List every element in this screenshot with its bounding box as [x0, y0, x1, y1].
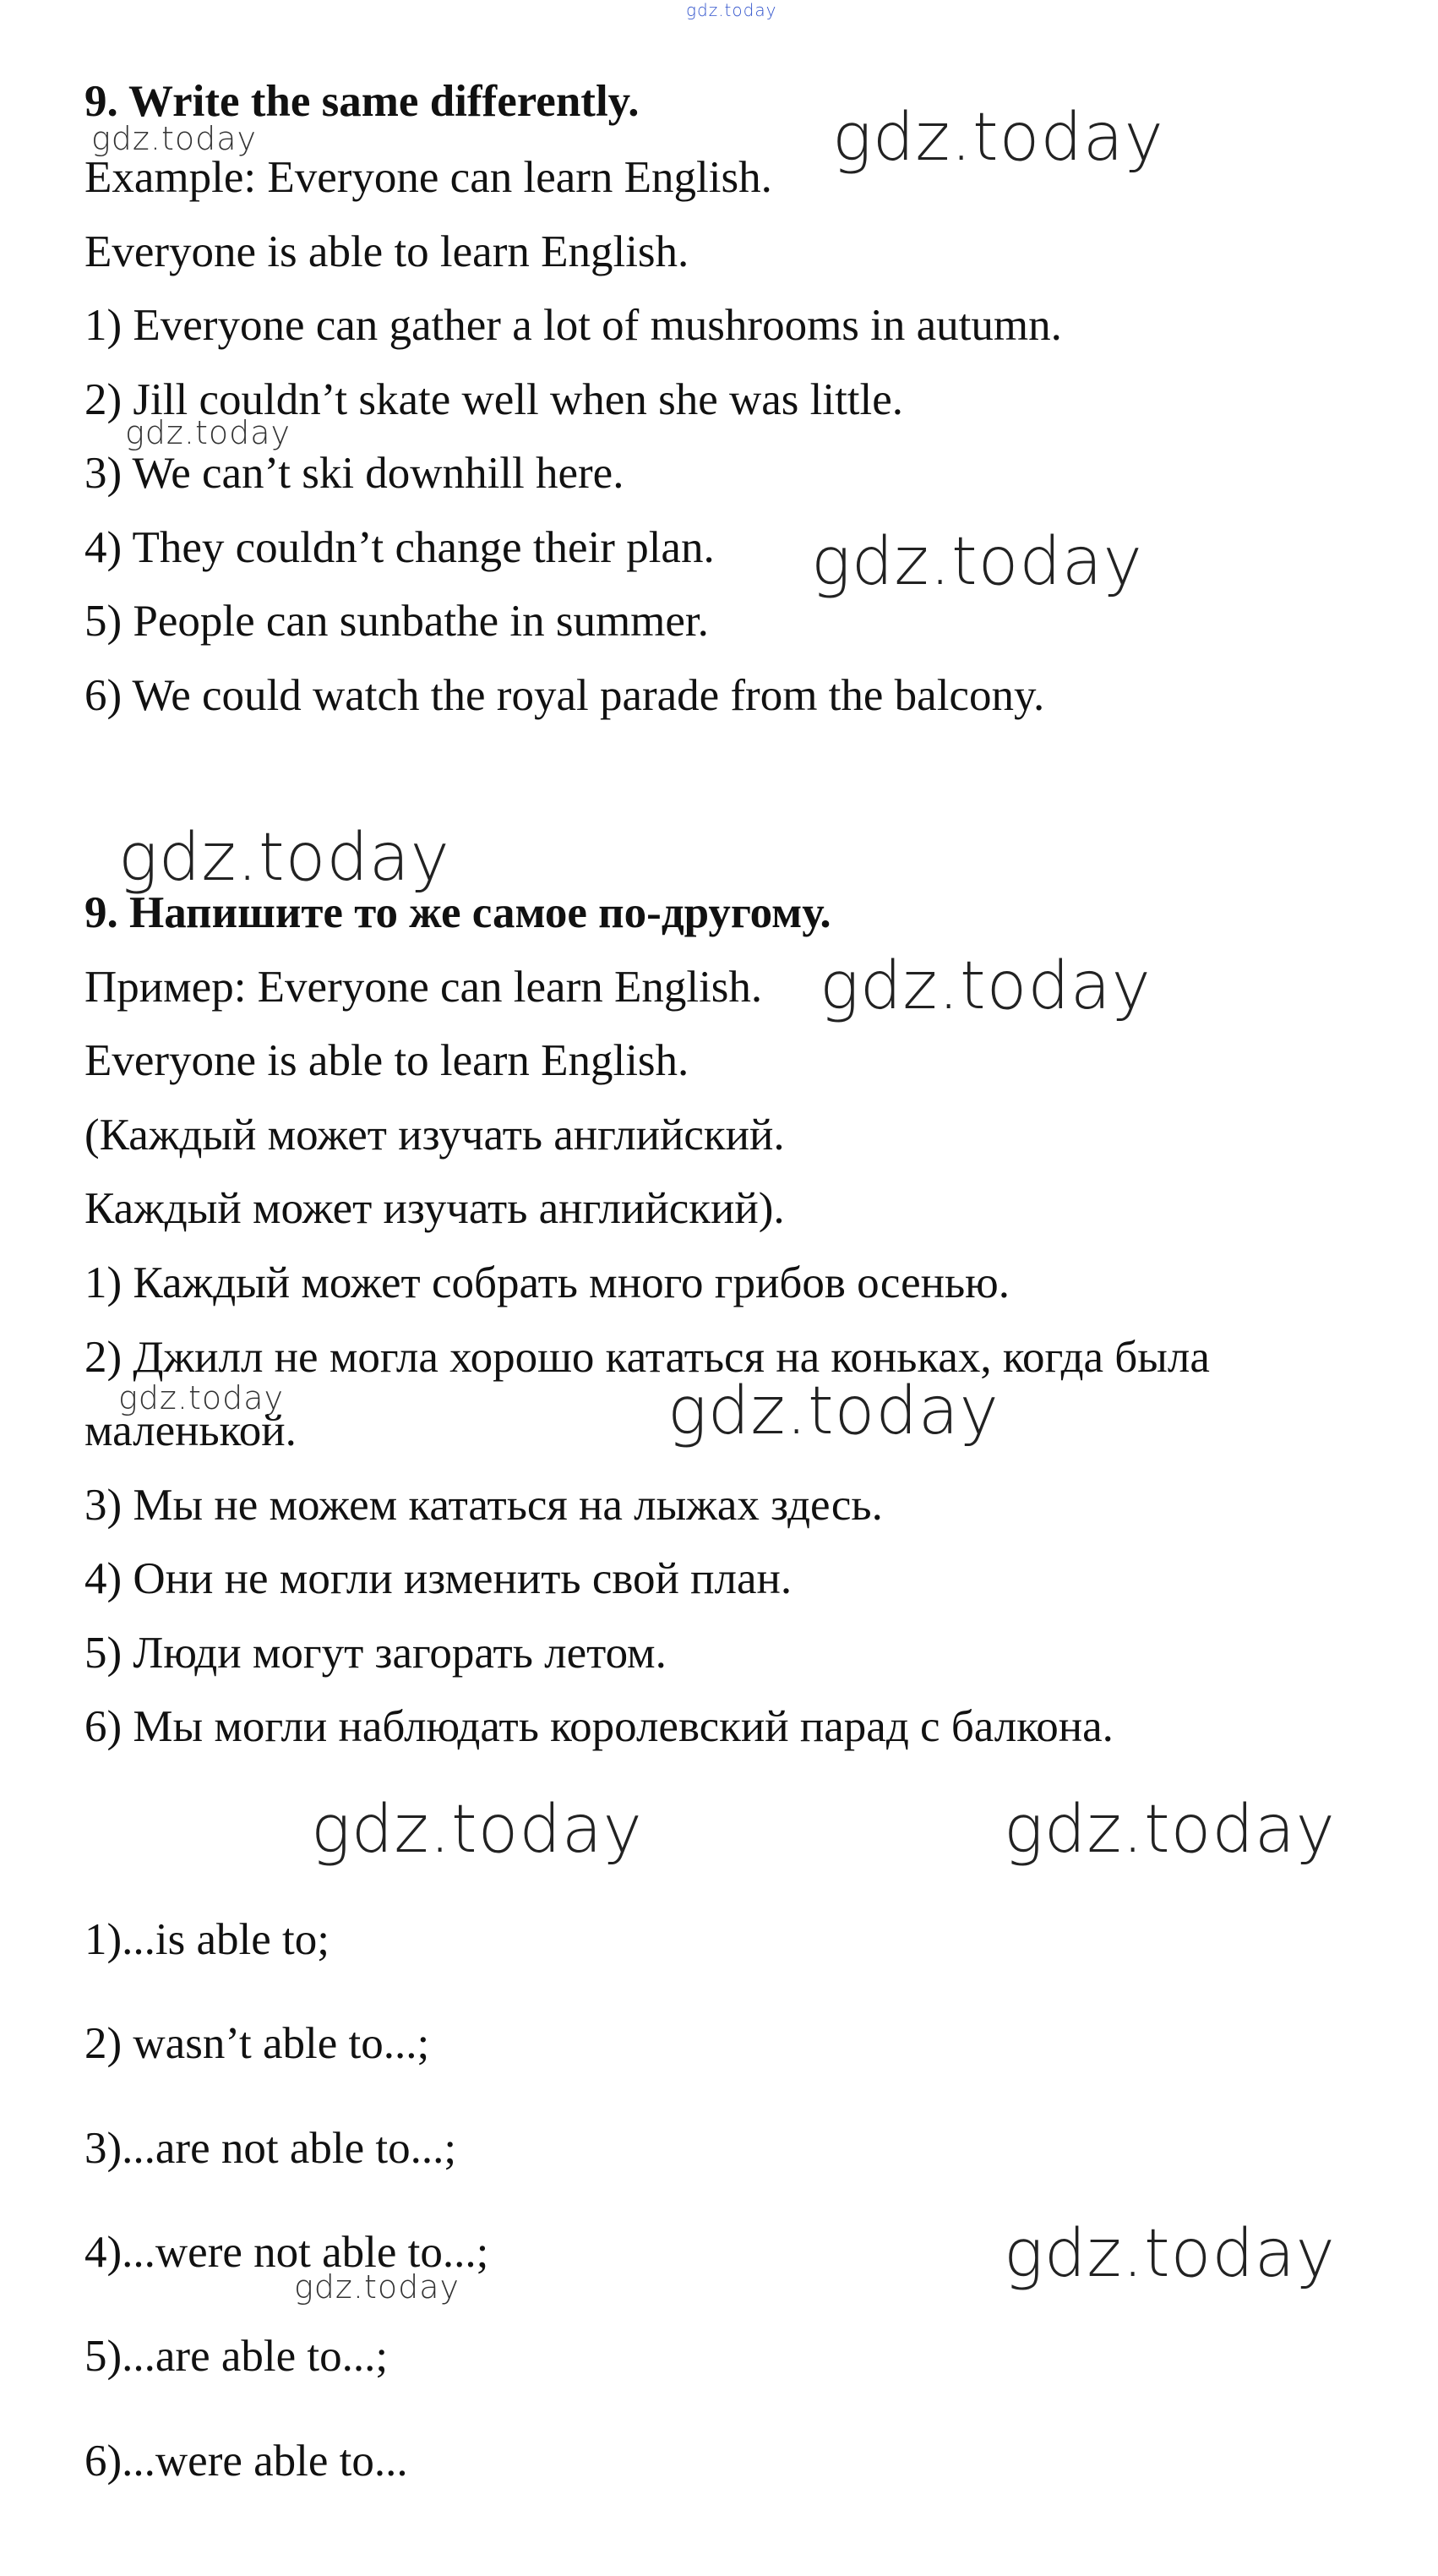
watermark-large: gdz.today [667, 1373, 1000, 1449]
russian-item-1: 1) Каждый может собрать много грибов осенью. [84, 1258, 1010, 1307]
english-item-5: 5) People can sunbathe in summer. [84, 597, 709, 646]
russian-item-5: 5) Люди могут загорать летом. [84, 1629, 667, 1678]
watermark-small: gdz.today [294, 2268, 460, 2306]
russian-item-2-cont: маленькой. [84, 1406, 297, 1455]
watermark-small: gdz.today [91, 120, 257, 157]
example-russian: Пример: Everyone can learn English. [84, 963, 763, 1012]
watermark-large: gdz.today [832, 100, 1164, 176]
russian-item-3: 3) Мы не можем кататься на лыжах здесь. [84, 1481, 883, 1530]
russian-item-4: 4) Они не могли изменить свой план. [84, 1554, 793, 1603]
answer-1: 1)...is able to; [84, 1915, 330, 1964]
watermark-large: gdz.today [820, 948, 1152, 1024]
example-answer-russian: Everyone is able to learn English. [84, 1036, 689, 1085]
exercise-heading-english: 9. Write the same differently. [84, 77, 640, 126]
example-english: Example: Everyone can learn English. [84, 153, 772, 202]
watermark-large: gdz.today [1004, 2216, 1336, 2292]
example-answer-english: Everyone is able to learn English. [84, 227, 689, 276]
watermark-large: gdz.today [811, 524, 1143, 600]
english-item-2: 2) Jill couldn’t skate well when she was little. [84, 375, 904, 424]
answer-2: 2) wasn’t able to...; [84, 2019, 430, 2068]
answer-3: 3)...are not able to...; [84, 2124, 457, 2173]
watermark-large: gdz.today [118, 820, 450, 896]
answer-6: 6)...were able to... [84, 2437, 408, 2486]
russian-item-2: 2) Джилл не могла хорошо кататься на коньках, когда была [84, 1333, 1210, 1382]
exercise-heading-russian: 9. Напишите то же самое по-другому. [84, 888, 831, 937]
watermark-small: gdz.today [125, 414, 291, 451]
watermark-top: gdz.today [686, 0, 777, 20]
watermark-large: gdz.today [1004, 1792, 1336, 1868]
answer-4: 4)...were not able to...; [84, 2228, 489, 2277]
answer-5: 5)...are able to...; [84, 2332, 389, 2381]
watermark-large: gdz.today [311, 1792, 643, 1868]
translation-line-1: (Каждый может изучать английский. [84, 1111, 785, 1160]
english-item-3: 3) We can’t ski downhill here. [84, 449, 624, 498]
english-item-6: 6) We could watch the royal parade from the balcony. [84, 671, 1045, 720]
russian-item-6: 6) Мы могли наблюдать королевский парад с балкона. [84, 1702, 1114, 1751]
translation-line-2: Каждый может изучать английский). [84, 1184, 785, 1233]
english-item-1: 1) Everyone can gather a lot of mushrooms in autumn. [84, 301, 1062, 350]
english-item-4: 4) They couldn’t change their plan. [84, 523, 715, 572]
watermark-small: gdz.today [118, 1379, 284, 1416]
